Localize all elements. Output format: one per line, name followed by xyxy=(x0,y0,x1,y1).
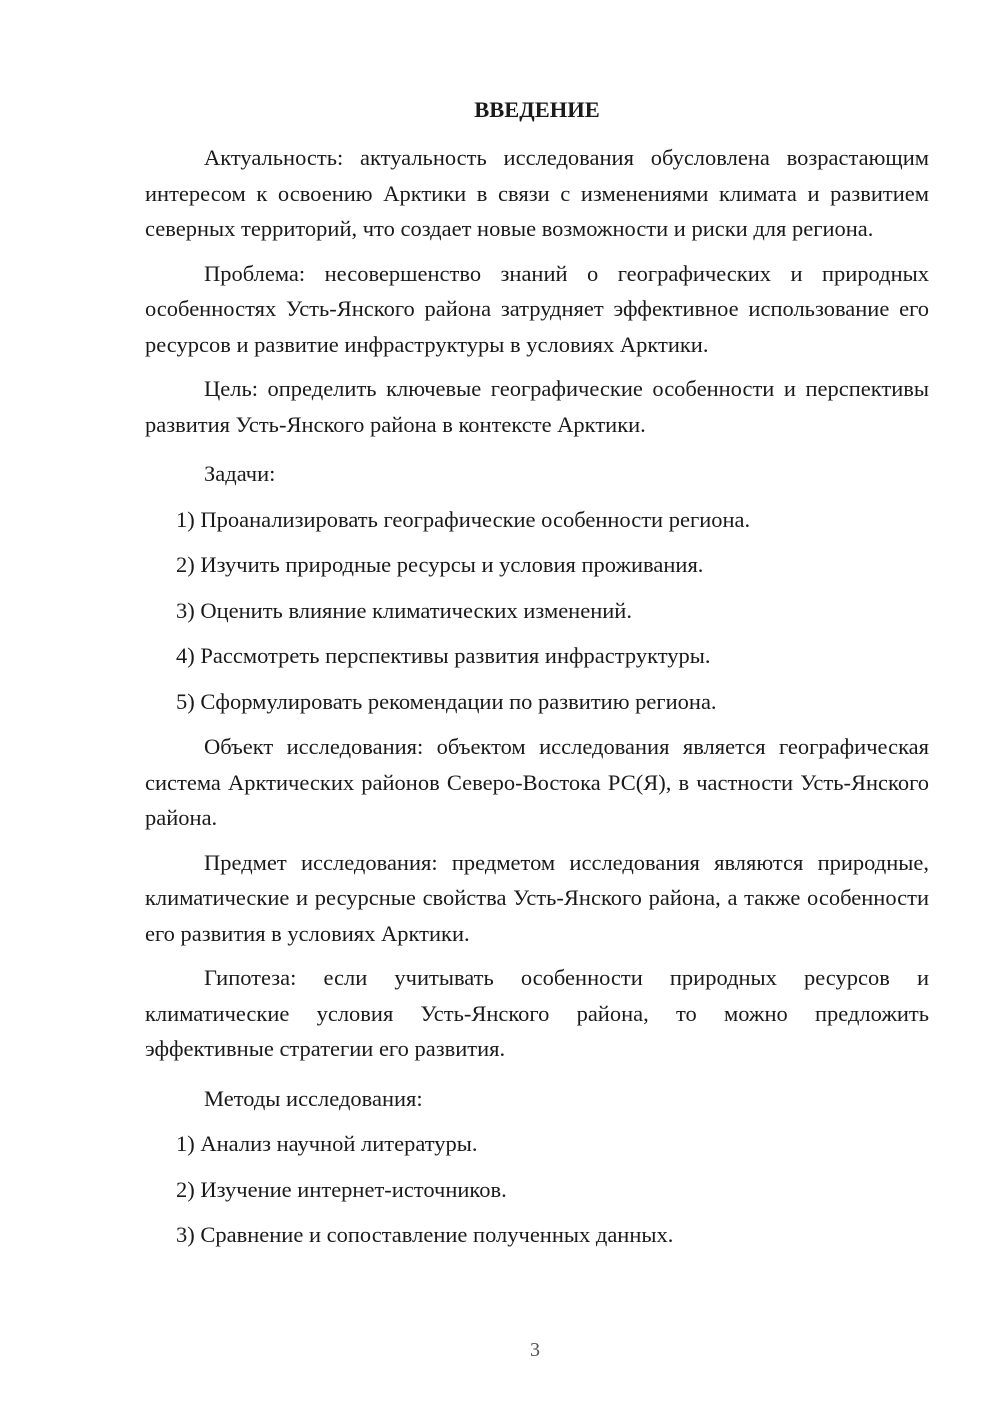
page-content xyxy=(145,92,929,1263)
subject-paragraph: Предмет исследования: предметом исследования являются природные, климатические и ресурсные свойства Усть-Янского района, а также особенности его развития в условиях Арктики. xyxy=(145,849,929,946)
object-paragraph: Объект исследования: объектом исследования является географическая система Арктических районов Северо-Востока РС(Я), в частности Усть-Янского района. xyxy=(145,734,929,830)
problem-paragraph: Проблема: несовершенство знаний о географических и природных особенностях Усть-Янского района затрудняет эффективное использование его ресурсов и развитие инфраструктуры в условиях Арктики. xyxy=(145,260,929,357)
method-item: 2) Изучение интернет-источников. xyxy=(176,1176,507,1202)
methods-heading: Методы исследования: xyxy=(204,1085,423,1111)
page-number: 3 xyxy=(530,1339,540,1361)
goal-paragraph: Цель: определить ключевые географические особенности и перспективы развития Усть-Янского района в контексте Арктики. xyxy=(145,376,929,437)
method-item: 1) Анализ научной литературы. xyxy=(176,1131,478,1156)
task-item: 2) Изучить природные ресурсы и условия проживания. xyxy=(176,552,704,577)
tasks-list xyxy=(145,502,929,720)
tasks-heading: Задачи: xyxy=(204,461,276,486)
task-item: 5) Сформулировать рекомендации по развитию региона. xyxy=(176,688,717,714)
hypothesis-paragraph: Гипотеза: если учитывать особенности природных ресурсов и климатические условия Усть-Янского района, то можно предложить эффективные стратегии его развития. xyxy=(145,965,929,1061)
section-title: ВВЕДЕНИЕ xyxy=(474,97,600,122)
relevance-paragraph: Актуальность: актуальность исследования обусловлена возрастающим интересом к освоению Арктики в связи с изменениями климата и развитием северных территорий, что создает новые возможности и риски для региона. xyxy=(145,145,929,241)
task-item: 1) Проанализировать географические особенности региона. xyxy=(176,506,751,532)
task-item: 4) Рассмотреть перспективы развития инфраструктуры. xyxy=(176,643,711,668)
task-item: 3) Оценить влияние климатических изменений. xyxy=(176,597,632,623)
methods-list xyxy=(145,1126,929,1253)
method-item: 3) Сравнение и сопоставление полученных данных. xyxy=(176,1222,674,1247)
